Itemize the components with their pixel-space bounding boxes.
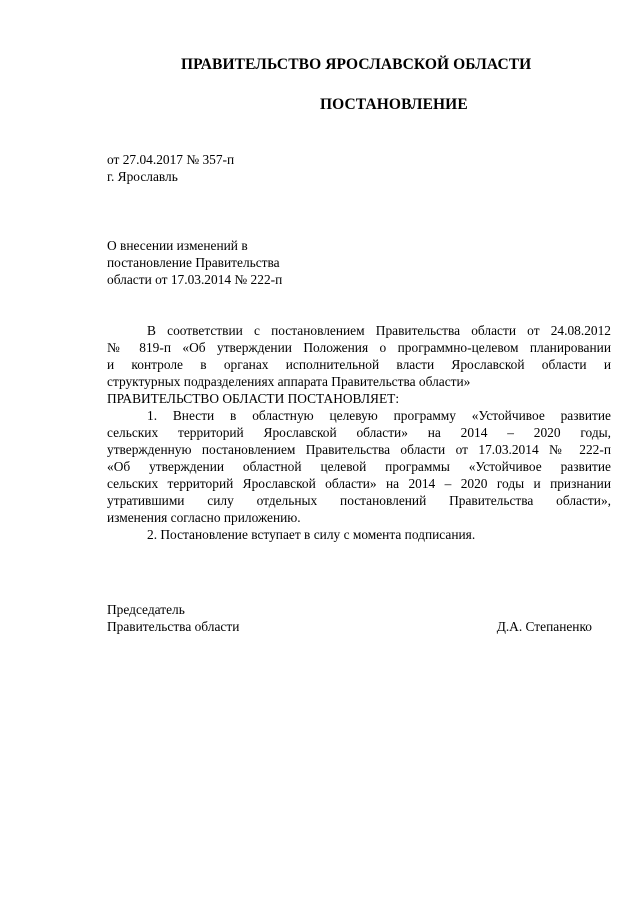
item-line: сельских территорий Ярославской области» на 2014 – 2020 годы и признании bbox=[107, 476, 611, 491]
preamble-line: № 819-п «Об утверждении Положения о программно-целевом планировании bbox=[107, 340, 611, 355]
signatory-position-line2: Правительства области bbox=[107, 619, 240, 634]
item-line: изменения согласно приложению. bbox=[107, 510, 301, 525]
signature-block bbox=[107, 601, 592, 635]
item-line: утвержденную постановлением Правительства области от 17.03.2014 № 222-п bbox=[107, 442, 611, 457]
resolution-heading: ПРАВИТЕЛЬСТВО ОБЛАСТИ ПОСТАНОВЛЯЕТ: bbox=[107, 391, 400, 406]
document-subject bbox=[107, 237, 367, 288]
subject-line: постановление Правительства bbox=[107, 255, 280, 270]
item-line: «Об утверждении областной целевой программы «Устойчивое развитие bbox=[107, 459, 611, 474]
subject-line: области от 17.03.2014 № 222-п bbox=[107, 272, 283, 287]
item-line: сельских территорий Ярославской области» на 2014 – 2020 годы, bbox=[107, 425, 611, 440]
subject-line: О внесении изменений в bbox=[107, 238, 248, 253]
document-type-title: ПОСТАНОВЛЕНИЕ bbox=[320, 96, 468, 113]
document-city: г. Ярославль bbox=[107, 169, 178, 184]
resolution-items bbox=[107, 407, 611, 543]
document-date-number: от 27.04.2017 № 357-п bbox=[107, 152, 235, 167]
preamble-line: структурных подразделениях аппарата Правительства области» bbox=[107, 374, 471, 389]
item-line: 1. Внести в областную целевую программу «Устойчивое развитие bbox=[147, 408, 611, 423]
item-line: утратившими силу отдельных постановлений Правительства области», bbox=[107, 493, 611, 508]
item-line: 2. Постановление вступает в силу с момента подписания. bbox=[147, 527, 476, 542]
preamble-line: В соответствии с постановлением Правительства области от 24.08.2012 bbox=[147, 323, 611, 338]
government-title: ПРАВИТЕЛЬСТВО ЯРОСЛАВСКОЙ ОБЛАСТИ bbox=[181, 56, 532, 73]
preamble-paragraph bbox=[107, 322, 611, 407]
preamble-line: и контроле в органах исполнительной власти Ярославской области и bbox=[107, 357, 611, 372]
signatory-position-line1: Председатель bbox=[107, 602, 185, 617]
signatory-name: Д.А. Степаненко bbox=[496, 619, 592, 634]
